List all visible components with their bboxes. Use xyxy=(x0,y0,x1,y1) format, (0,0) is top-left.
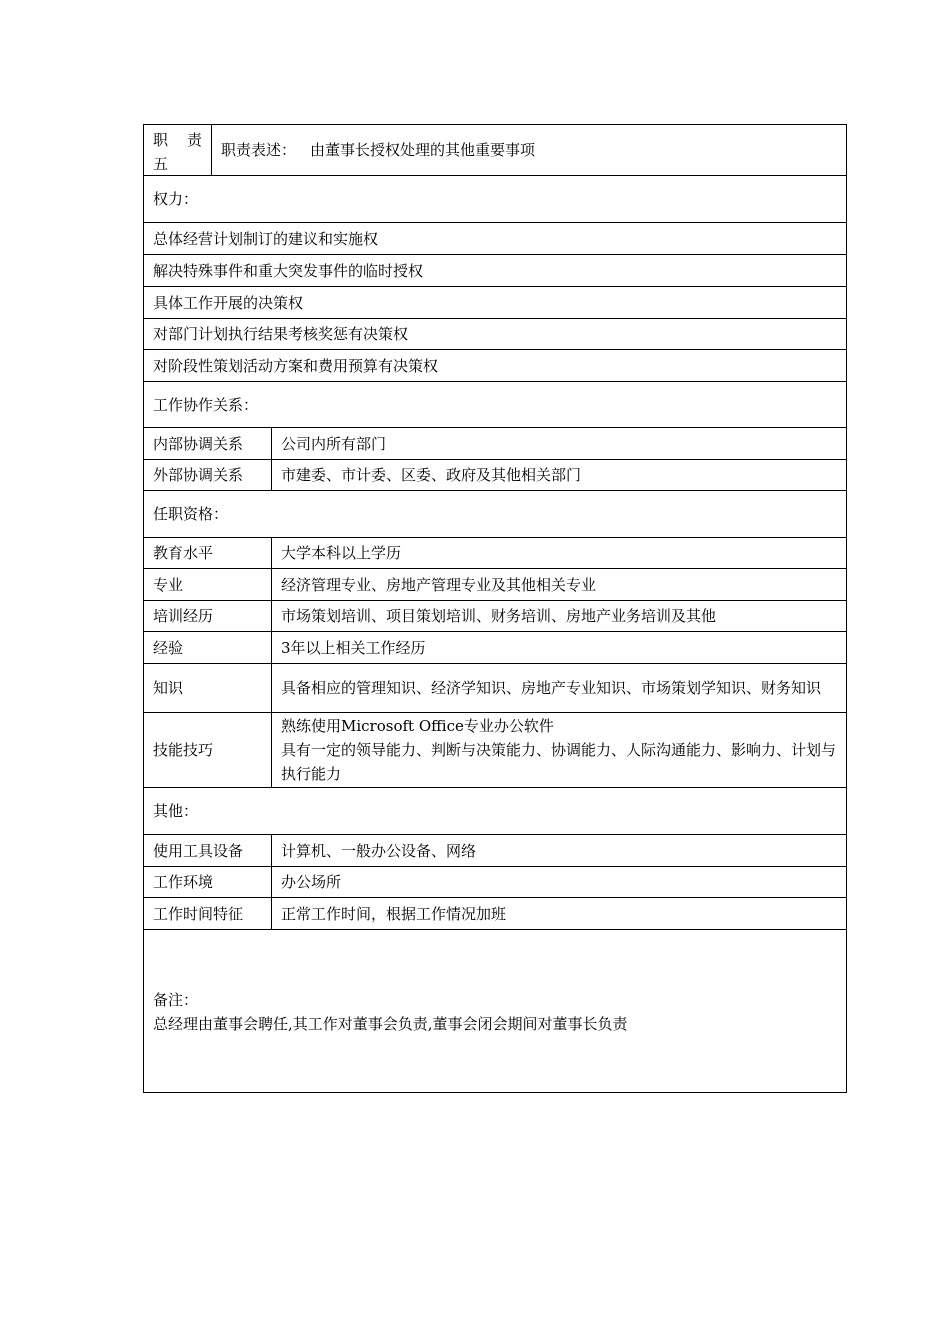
authority-item: 解决特殊事件和重大突发事件的临时授权 xyxy=(153,261,424,280)
skills-line-1: 熟练使用Microsoft Office专业办公软件 xyxy=(281,717,554,735)
duty-label-char-1: 职 xyxy=(153,131,169,149)
remarks-text: 总经理由董事会聘任,其工作对董事会负责,董事会闭会期间对董事长负责 xyxy=(153,1015,628,1033)
cooperation-row xyxy=(144,428,846,460)
qualification-heading-row xyxy=(144,491,846,538)
authority-item-row xyxy=(144,319,846,350)
duty-description-text: 由董事长授权处理的其他重要事项 xyxy=(310,141,536,159)
qualification-label: 经验 xyxy=(144,632,272,663)
authority-item: 对阶段性策划活动方案和费用预算有决策权 xyxy=(153,356,439,375)
authority-item-row xyxy=(144,255,846,287)
duty-row xyxy=(144,125,846,176)
other-row xyxy=(144,835,846,867)
other-row xyxy=(144,867,846,898)
other-row xyxy=(144,898,846,930)
cooperation-value: 市建委、市计委、区委、政府及其他相关部门 xyxy=(281,466,582,484)
authority-item: 具体工作开展的决策权 xyxy=(153,293,304,312)
skills-value xyxy=(272,713,846,787)
duty-label-char-2: 责 xyxy=(187,131,203,149)
qualification-skills-row xyxy=(144,713,846,788)
cooperation-heading: 工作协作关系： xyxy=(153,395,259,414)
duty-label-char-3: 五 xyxy=(153,155,169,173)
other-value: 办公场所 xyxy=(281,873,342,891)
other-value: 计算机、一般办公设备、网络 xyxy=(281,841,477,860)
qualification-label: 专业 xyxy=(144,569,272,600)
skills-label: 技能技巧 xyxy=(144,713,272,787)
other-label: 工作环境 xyxy=(144,867,272,897)
cooperation-row xyxy=(144,460,846,491)
cooperation-value: 公司内所有部门 xyxy=(281,434,387,453)
qualification-value: 具备相应的管理知识、经济学知识、房地产专业知识、市场策划学知识、财务知识 xyxy=(281,679,822,697)
remarks-cell xyxy=(144,930,846,1092)
qualification-row xyxy=(144,632,846,664)
authority-item: 对部门计划执行结果考核奖惩有决策权 xyxy=(153,325,409,343)
cooperation-heading-row xyxy=(144,382,846,428)
job-description-table xyxy=(143,124,847,1093)
qualification-row xyxy=(144,664,846,713)
qualification-row xyxy=(144,601,846,632)
authority-item-row xyxy=(144,223,846,255)
qualification-row xyxy=(144,569,846,601)
authority-heading: 权力： xyxy=(153,190,199,208)
qualification-label: 培训经历 xyxy=(144,601,272,631)
other-value: 正常工作时间，根据工作情况加班 xyxy=(281,904,507,923)
remarks-row xyxy=(144,930,846,1092)
duty-description-label: 职责表述： xyxy=(221,141,297,159)
qualification-value: 市场策划培训、项目策划培训、财务培训、房地产业务培训及其他 xyxy=(281,607,717,625)
authority-heading-row xyxy=(144,176,846,223)
qualification-value: 大学本科以上学历 xyxy=(281,544,402,562)
cooperation-label: 内部协调关系 xyxy=(144,428,272,459)
other-label: 使用工具设备 xyxy=(144,835,272,866)
authority-item: 总体经营计划制订的建议和实施权 xyxy=(153,229,379,248)
duty-description-cell xyxy=(212,125,846,175)
other-heading-row xyxy=(144,788,846,835)
remarks-label: 备注： xyxy=(153,991,199,1009)
cooperation-label: 外部协调关系 xyxy=(144,460,272,490)
authority-item-row xyxy=(144,287,846,319)
authority-item-row xyxy=(144,350,846,382)
qualification-label: 知识 xyxy=(144,664,272,712)
qualification-value: 3年以上相关工作经历 xyxy=(281,638,426,657)
qualification-row xyxy=(144,538,846,569)
qualification-value: 经济管理专业、房地产管理专业及其他相关专业 xyxy=(281,575,597,594)
qualification-heading: 任职资格： xyxy=(153,505,229,523)
other-heading: 其他： xyxy=(153,802,199,820)
qualification-label: 教育水平 xyxy=(144,538,272,568)
duty-label-cell xyxy=(144,125,212,175)
skills-line-2: 具有一定的领导能力、判断与决策能力、协调能力、人际沟通能力、影响力、计划与执行能力 xyxy=(281,741,837,783)
other-label: 工作时间特征 xyxy=(144,898,272,929)
